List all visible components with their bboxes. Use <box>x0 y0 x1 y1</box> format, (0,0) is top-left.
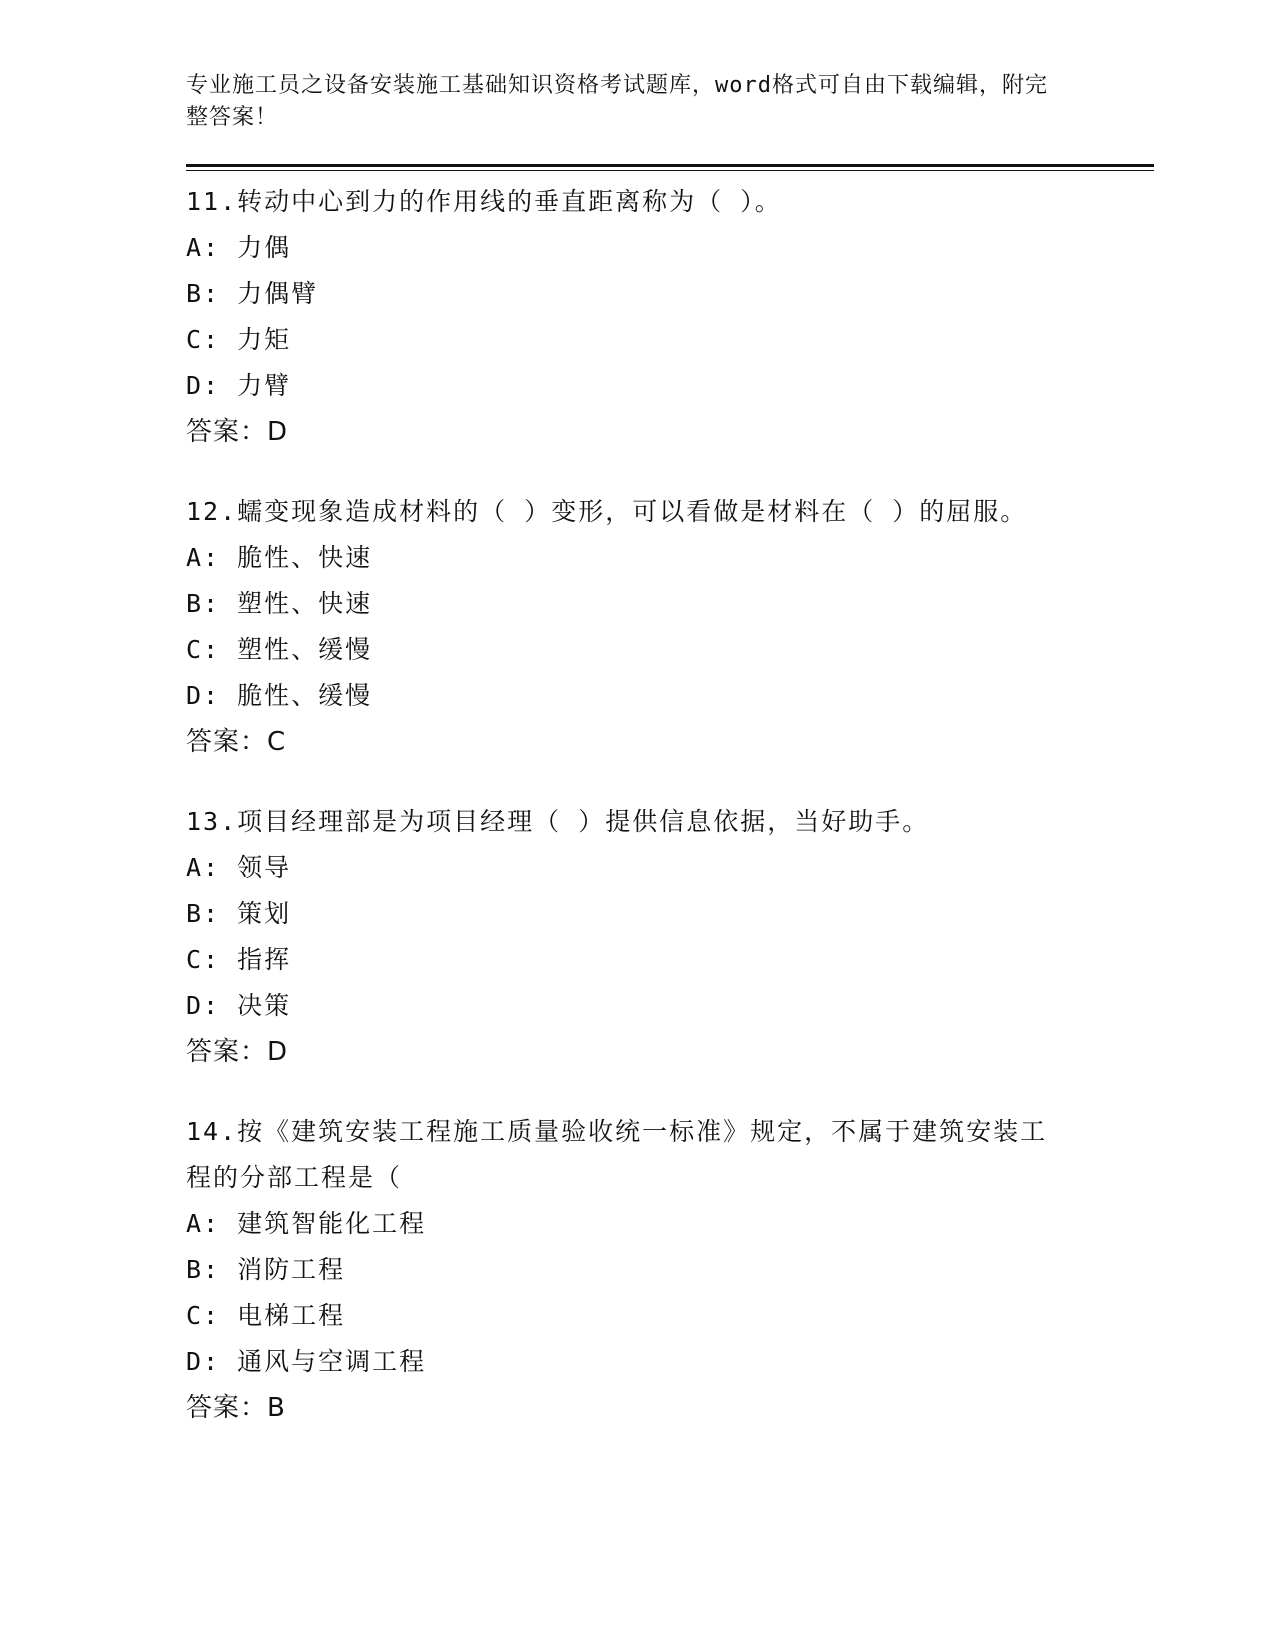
answer-line: 答案：B <box>186 1393 286 1423</box>
document-header: 专业施工员之设备安装施工基础知识资格考试题库，word格式可自由下载编辑，附完整答案！ <box>186 73 1048 130</box>
question-stem: 11.转动中心到力的作用线的垂直距离称为（ ）。 <box>186 187 782 216</box>
question-stem: 13.项目经理部是为项目经理（ ）提供信息依据，当好助手。 <box>186 807 930 836</box>
question-item <box>186 1109 1146 1431</box>
document-page <box>186 70 1146 1465</box>
answer-line: 答案：C <box>186 727 287 757</box>
option-b: B: 消防工程 <box>186 1255 346 1284</box>
option-b: B: 策划 <box>186 899 292 928</box>
option-d: D: 力臂 <box>186 371 292 400</box>
option-a: A: 领导 <box>186 853 292 882</box>
question-item <box>186 489 1146 765</box>
question-stem: 12.蠕变现象造成材料的（ ）变形，可以看做是材料在（ ）的屈服。 <box>186 497 1028 526</box>
option-d: D: 决策 <box>186 991 292 1020</box>
question-list <box>186 179 1146 1431</box>
option-c: C: 力矩 <box>186 325 292 354</box>
header-divider <box>186 164 1154 171</box>
option-d: D: 通风与空调工程 <box>186 1347 427 1376</box>
option-c: C: 指挥 <box>186 945 292 974</box>
question-stem: 14.按《建筑安装工程施工质量验收统一标准》规定，不属于建筑安装工程的分部工程是（ <box>186 1117 1048 1192</box>
option-c: C: 电梯工程 <box>186 1301 346 1330</box>
option-a: A: 脆性、快速 <box>186 543 373 572</box>
answer-line: 答案：D <box>186 417 289 447</box>
question-item <box>186 179 1146 455</box>
option-c: C: 塑性、缓慢 <box>186 635 373 664</box>
option-b: B: 力偶臂 <box>186 279 319 308</box>
option-a: A: 力偶 <box>186 233 292 262</box>
question-item <box>186 799 1146 1075</box>
option-a: A: 建筑智能化工程 <box>186 1209 427 1238</box>
answer-line: 答案：D <box>186 1037 289 1067</box>
option-b: B: 塑性、快速 <box>186 589 373 618</box>
option-d: D: 脆性、缓慢 <box>186 681 373 710</box>
